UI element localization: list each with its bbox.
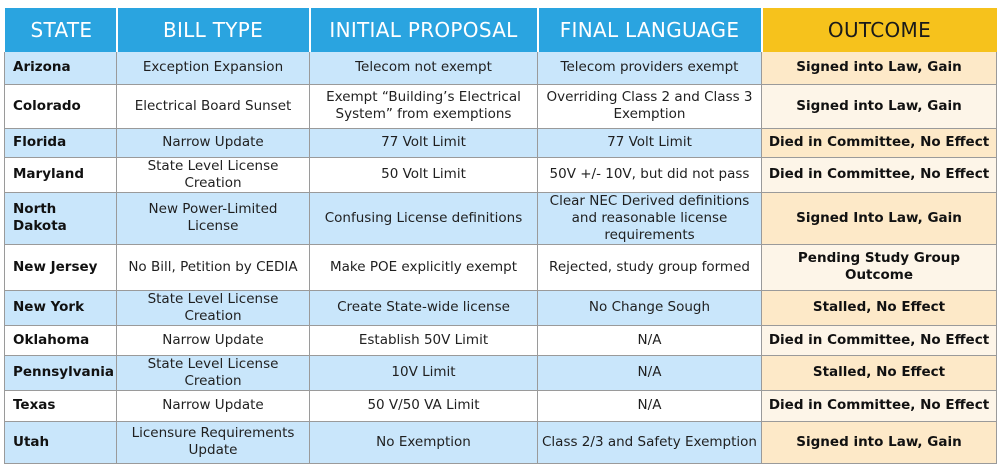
final-language-cell: Class 2/3 and Safety Exemption bbox=[538, 421, 762, 463]
table-row bbox=[5, 192, 997, 244]
table-row bbox=[5, 128, 997, 157]
bill-type-cell: Electrical Board Sunset bbox=[117, 84, 310, 128]
state-cell: Texas bbox=[5, 390, 117, 421]
state-cell: Colorado bbox=[5, 84, 117, 128]
outcome-cell: Signed into Law, Gain bbox=[762, 84, 997, 128]
initial-proposal-cell: 10V Limit bbox=[310, 355, 538, 390]
table-header bbox=[5, 8, 997, 52]
initial-proposal-cell: No Exemption bbox=[310, 421, 538, 463]
final-language-cell: 50V +/- 10V, but did not pass bbox=[538, 157, 762, 192]
final-language-cell: N/A bbox=[538, 325, 762, 355]
bill-type-cell: No Bill, Petition by CEDIA bbox=[117, 244, 310, 290]
initial-proposal-cell: Establish 50V Limit bbox=[310, 325, 538, 355]
outcome-cell: Signed into Law, Gain bbox=[762, 52, 997, 84]
header-outcome: OUTCOME bbox=[762, 8, 997, 52]
state-cell: Oklahoma bbox=[5, 325, 117, 355]
header-bill-type: BILL TYPE bbox=[117, 8, 310, 52]
bill-type-cell: Narrow Update bbox=[117, 128, 310, 157]
table-row bbox=[5, 290, 997, 325]
state-cell: Florida bbox=[5, 128, 117, 157]
initial-proposal-cell: Make POE explicitly exempt bbox=[310, 244, 538, 290]
initial-proposal-cell: 50 Volt Limit bbox=[310, 157, 538, 192]
initial-proposal-cell: Create State-wide license bbox=[310, 290, 538, 325]
table-row bbox=[5, 421, 997, 463]
state-cell: Pennsylvania bbox=[5, 355, 117, 390]
state-cell: Arizona bbox=[5, 52, 117, 84]
initial-proposal-cell: Telecom not exempt bbox=[310, 52, 538, 84]
outcome-cell: Died in Committee, No Effect bbox=[762, 157, 997, 192]
table-row bbox=[5, 244, 997, 290]
final-language-cell: Rejected, study group formed bbox=[538, 244, 762, 290]
state-cell: New York bbox=[5, 290, 117, 325]
bill-type-cell: State Level License Creation bbox=[117, 355, 310, 390]
final-language-cell: Clear NEC Derived definitions and reasonable license requirements bbox=[538, 192, 762, 244]
state-cell: Maryland bbox=[5, 157, 117, 192]
final-language-cell: N/A bbox=[538, 390, 762, 421]
final-language-cell: No Change Sough bbox=[538, 290, 762, 325]
final-language-cell: Overriding Class 2 and Class 3 Exemption bbox=[538, 84, 762, 128]
initial-proposal-cell: Exempt “Building’s Electrical System” from exemptions bbox=[310, 84, 538, 128]
table-body bbox=[5, 52, 997, 463]
outcome-cell: Died in Committee, No Effect bbox=[762, 325, 997, 355]
final-language-cell: N/A bbox=[538, 355, 762, 390]
outcome-cell: Died in Committee, No Effect bbox=[762, 390, 997, 421]
outcome-cell: Died in Committee, No Effect bbox=[762, 128, 997, 157]
bill-type-cell: Narrow Update bbox=[117, 325, 310, 355]
final-language-cell: Telecom providers exempt bbox=[538, 52, 762, 84]
outcome-cell: Signed into Law, Gain bbox=[762, 421, 997, 463]
bill-type-cell: Licensure Requirements Update bbox=[117, 421, 310, 463]
initial-proposal-cell: 50 V/50 VA Limit bbox=[310, 390, 538, 421]
bill-type-cell: Narrow Update bbox=[117, 390, 310, 421]
table-row bbox=[5, 390, 997, 421]
bill-type-cell: New Power-Limited License bbox=[117, 192, 310, 244]
final-language-cell: 77 Volt Limit bbox=[538, 128, 762, 157]
bill-type-cell: State Level License Creation bbox=[117, 290, 310, 325]
state-cell: Utah bbox=[5, 421, 117, 463]
initial-proposal-cell: 77 Volt Limit bbox=[310, 128, 538, 157]
initial-proposal-cell: Confusing License definitions bbox=[310, 192, 538, 244]
table-row bbox=[5, 157, 997, 192]
table-row bbox=[5, 355, 997, 390]
outcome-cell: Stalled, No Effect bbox=[762, 355, 997, 390]
bill-type-cell: Exception Expansion bbox=[117, 52, 310, 84]
state-cell: North Dakota bbox=[5, 192, 117, 244]
outcome-cell: Signed Into Law, Gain bbox=[762, 192, 997, 244]
bill-type-cell: State Level License Creation bbox=[117, 157, 310, 192]
outcome-cell: Pending Study Group Outcome bbox=[762, 244, 997, 290]
header-row bbox=[5, 8, 997, 52]
header-state: STATE bbox=[5, 8, 117, 52]
legislation-table-container bbox=[4, 8, 996, 464]
header-final-language: FINAL LANGUAGE bbox=[538, 8, 762, 52]
outcome-cell: Stalled, No Effect bbox=[762, 290, 997, 325]
header-initial-proposal: INITIAL PROPOSAL bbox=[310, 8, 538, 52]
table-row bbox=[5, 52, 997, 84]
table-row bbox=[5, 84, 997, 128]
legislation-table bbox=[4, 8, 997, 464]
state-cell: New Jersey bbox=[5, 244, 117, 290]
table-row bbox=[5, 325, 997, 355]
